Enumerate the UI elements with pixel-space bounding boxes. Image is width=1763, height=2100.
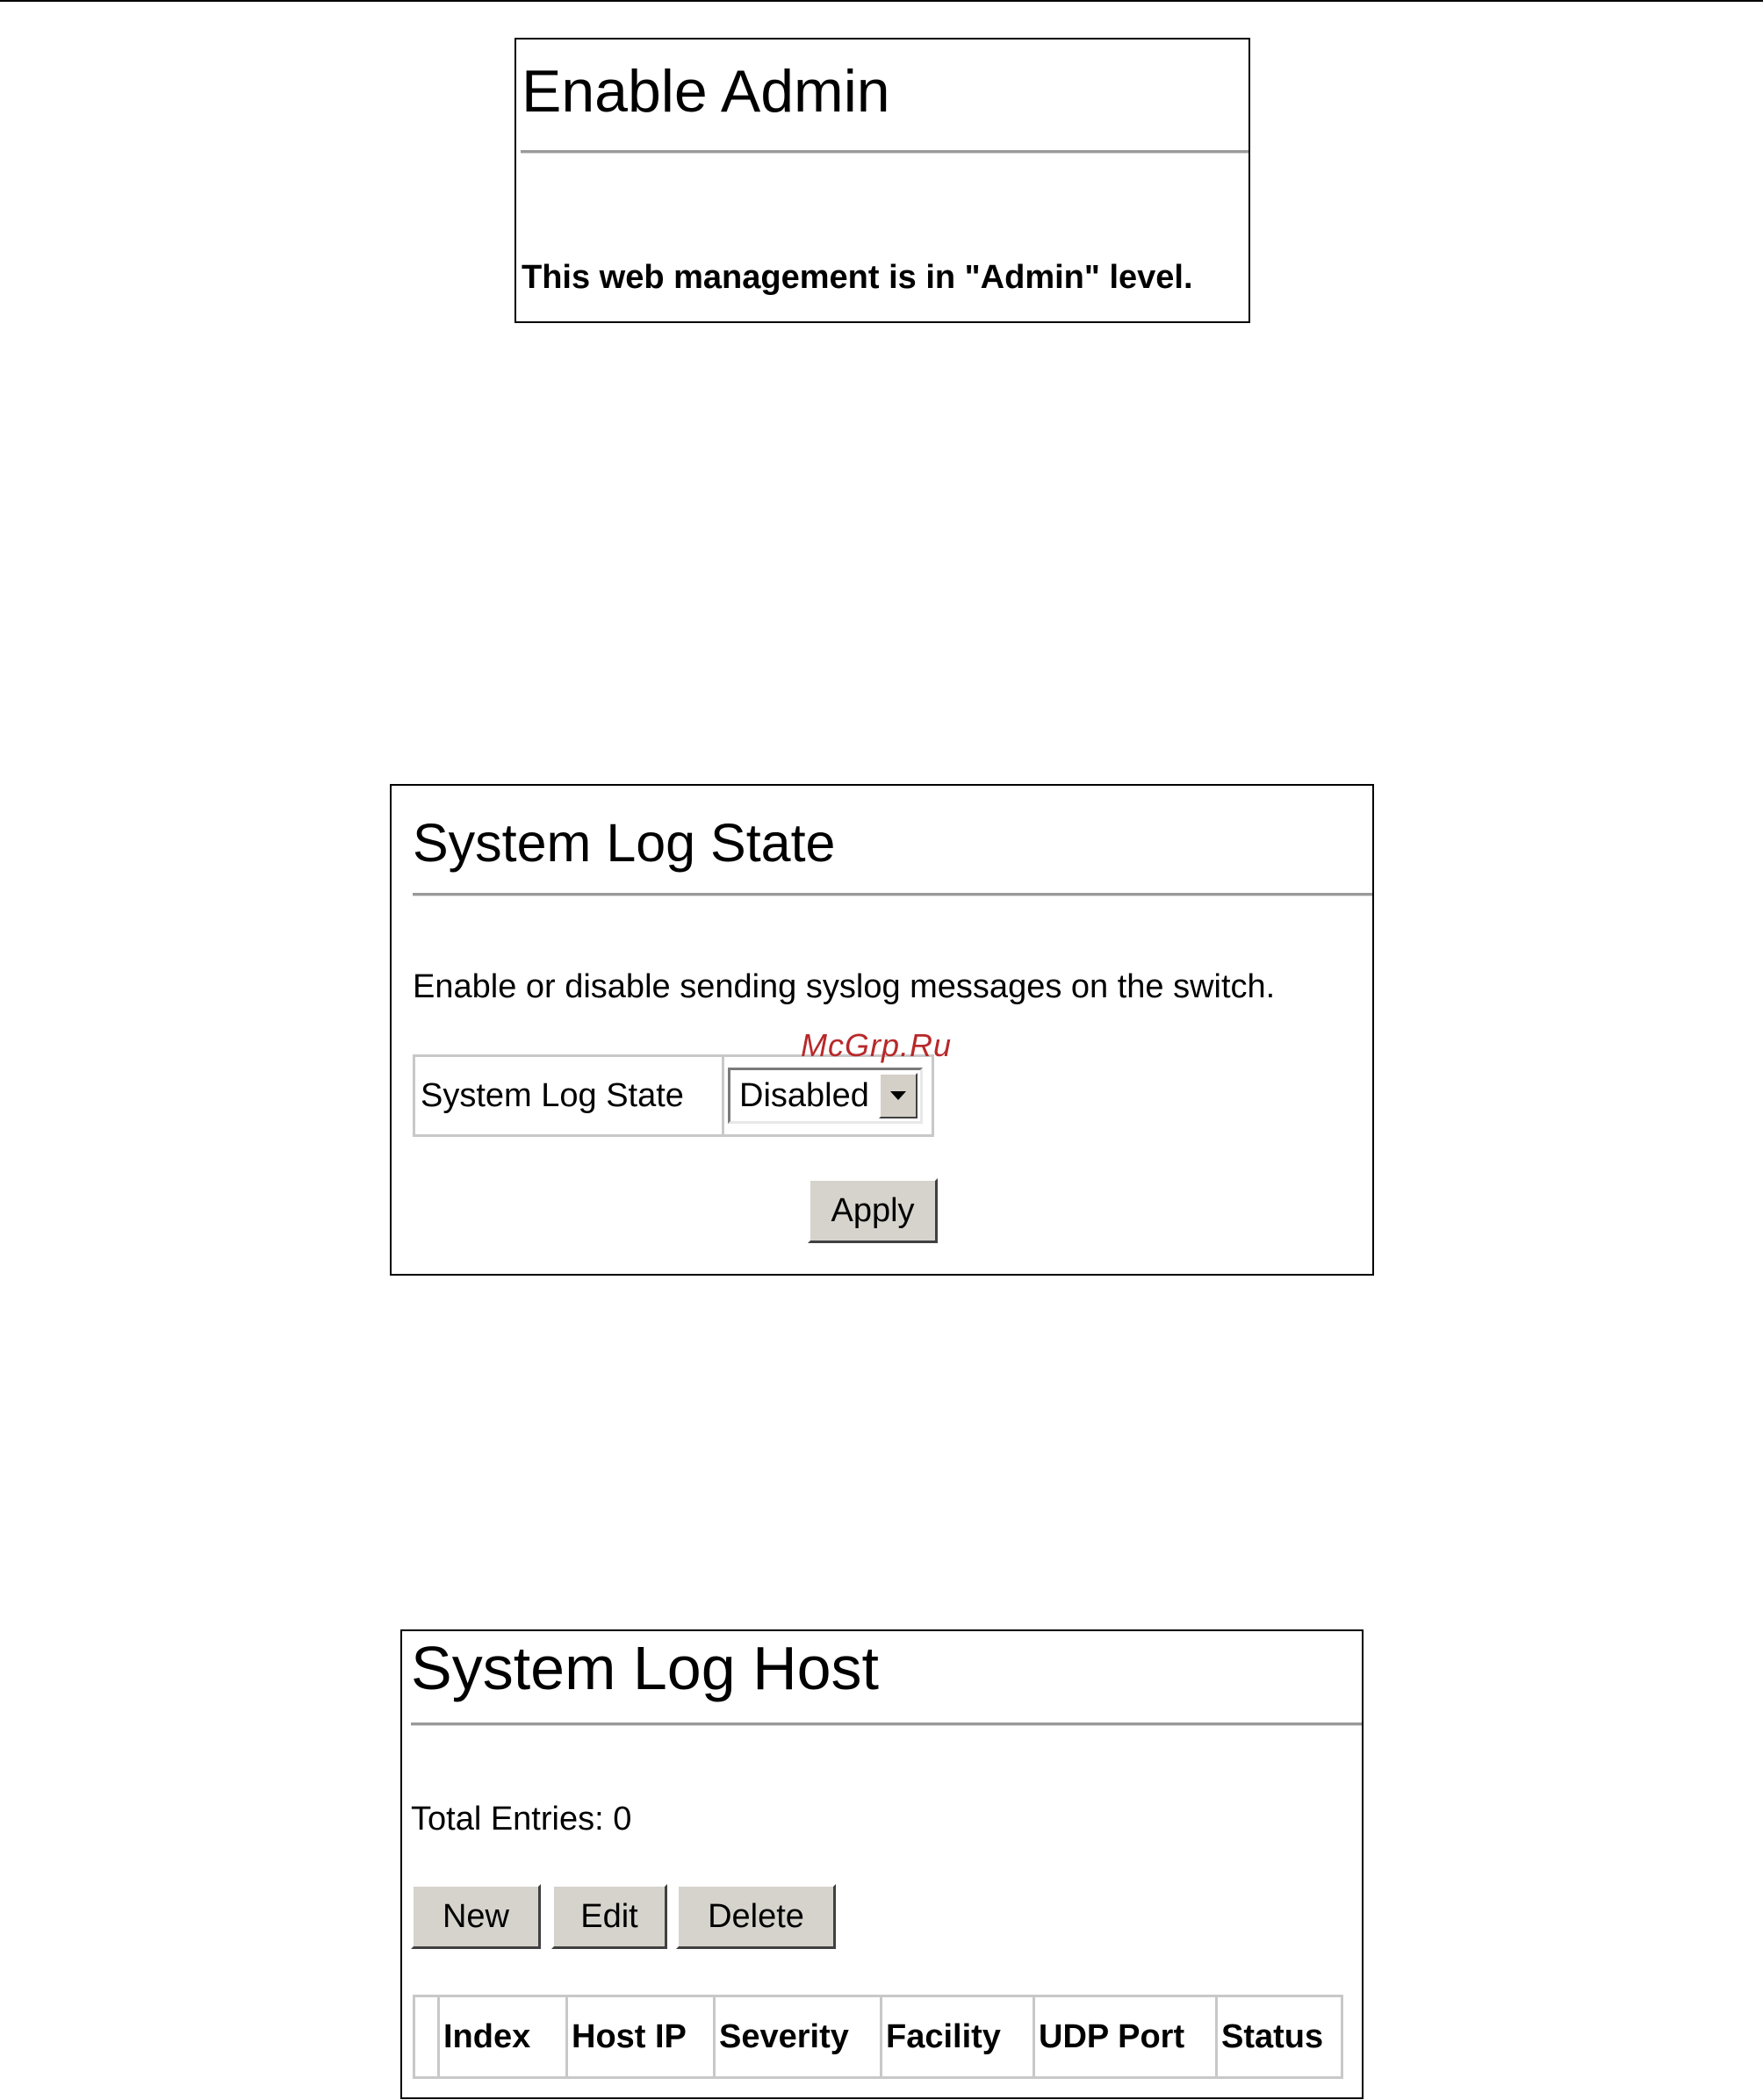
admin-level-message: This web management is in "Admin" level. [522,259,1193,296]
top-rule [0,0,1763,2]
title-divider [413,893,1372,896]
system-log-state-select[interactable] [728,1068,923,1124]
edit-button[interactable]: Edit [551,1884,667,1949]
column-header-host-ip: Host IP [568,1997,716,2076]
column-header-udp-port: UDP Port [1035,1997,1218,2076]
system-log-state-title: System Log State [413,813,836,873]
title-divider [411,1722,1362,1726]
title-divider [521,150,1248,154]
select-value: Disabled [739,1076,869,1114]
new-button[interactable]: New [411,1884,541,1949]
apply-button[interactable]: Apply [808,1178,938,1243]
system-log-state-description: Enable or disable sending syslog messages on the switch. [413,968,1276,1005]
column-header-select [415,1997,440,2076]
system-log-host-panel [400,1629,1364,2099]
column-header-severity: Severity [716,1997,882,2076]
system-log-state-select-cell [724,1057,932,1134]
column-header-status: Status [1221,2017,1324,2055]
delete-button[interactable]: Delete [676,1884,836,1949]
total-entries: Total Entries: 0 [411,1801,632,1838]
system-log-state-form [413,1054,934,1137]
host-table-header [413,1995,1343,2079]
dropdown-arrow-icon[interactable] [879,1073,917,1118]
column-header-facility: Facility [882,1997,1035,2076]
enable-admin-panel [515,38,1250,323]
system-log-state-label: System Log State [415,1057,724,1134]
system-log-host-title: System Log Host [411,1634,879,1702]
watermark: McGrp.Ru [801,1027,953,1063]
enable-admin-title: Enable Admin [522,58,890,125]
column-header-index: Index [440,1997,568,2076]
